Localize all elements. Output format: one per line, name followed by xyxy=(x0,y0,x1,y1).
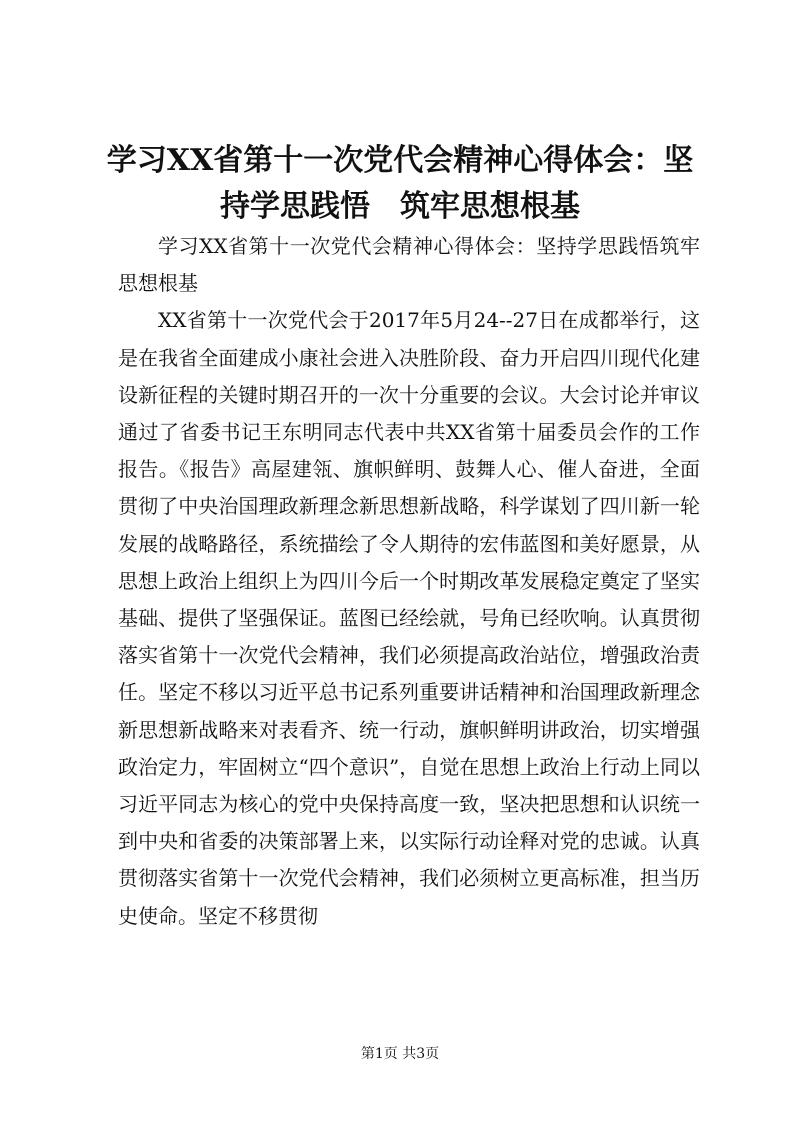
page-number: 第1页 共3页 xyxy=(360,1046,440,1062)
body-paragraph: XX省第十一次党代会于2017年5月24--27日在成都举行，这是在我省全面建成小康社会进入决胜阶段、奋力开启四川现代化建设新征程的关键时期召开的一次十分重要的会议。大会讨论并审议通过了省委书记王东明同志代表中共XX省第十届委员会作的工作报告。《报告》高屋建瓴、旗帜鲜明、鼓舞人心、催人奋进，全面贯彻了中央治国理政新理念新思想新战略，科学谋划了四川新一轮发展的战略路径，系统描绘了令人期待的宏伟蓝图和美好愿景，从思想上政治上组织上为四川今后一个时期改革发展稳定奠定了坚实基础、提供了坚强保证。蓝图已经绘就，号角已经吹响。认真贯彻落实省第十一次党代会精神，我们必须提高政治站位，增强政治责任。坚定不移以习近平总书记系列重要讲话精神和治国理政新理念新思想新战略来对表看齐、统一行动，旗帜鲜明讲政治，切实增强政治定力，牢固树立“四个意识”，自觉在思想上政治上行动上同以习近平同志为核心的党中央保持高度一致，坚决把思想和认识统一到中央和省委的决策部署上来，以实际行动诠释对党的忠诚。认真贯彻落实省第十一次党代会精神，我们必须树立更高标准，担当历史使命。坚定不移贯彻 xyxy=(118,308,700,928)
subtitle-paragraph: 学习XX省第十一次党代会精神心得体会：坚持学思践悟筑牢思想根基 xyxy=(118,234,700,296)
document-title: 学习XX省第十一次党代会精神心得体会：坚持学思践悟 筑牢思想根基 xyxy=(106,143,694,224)
document-body xyxy=(118,228,700,935)
